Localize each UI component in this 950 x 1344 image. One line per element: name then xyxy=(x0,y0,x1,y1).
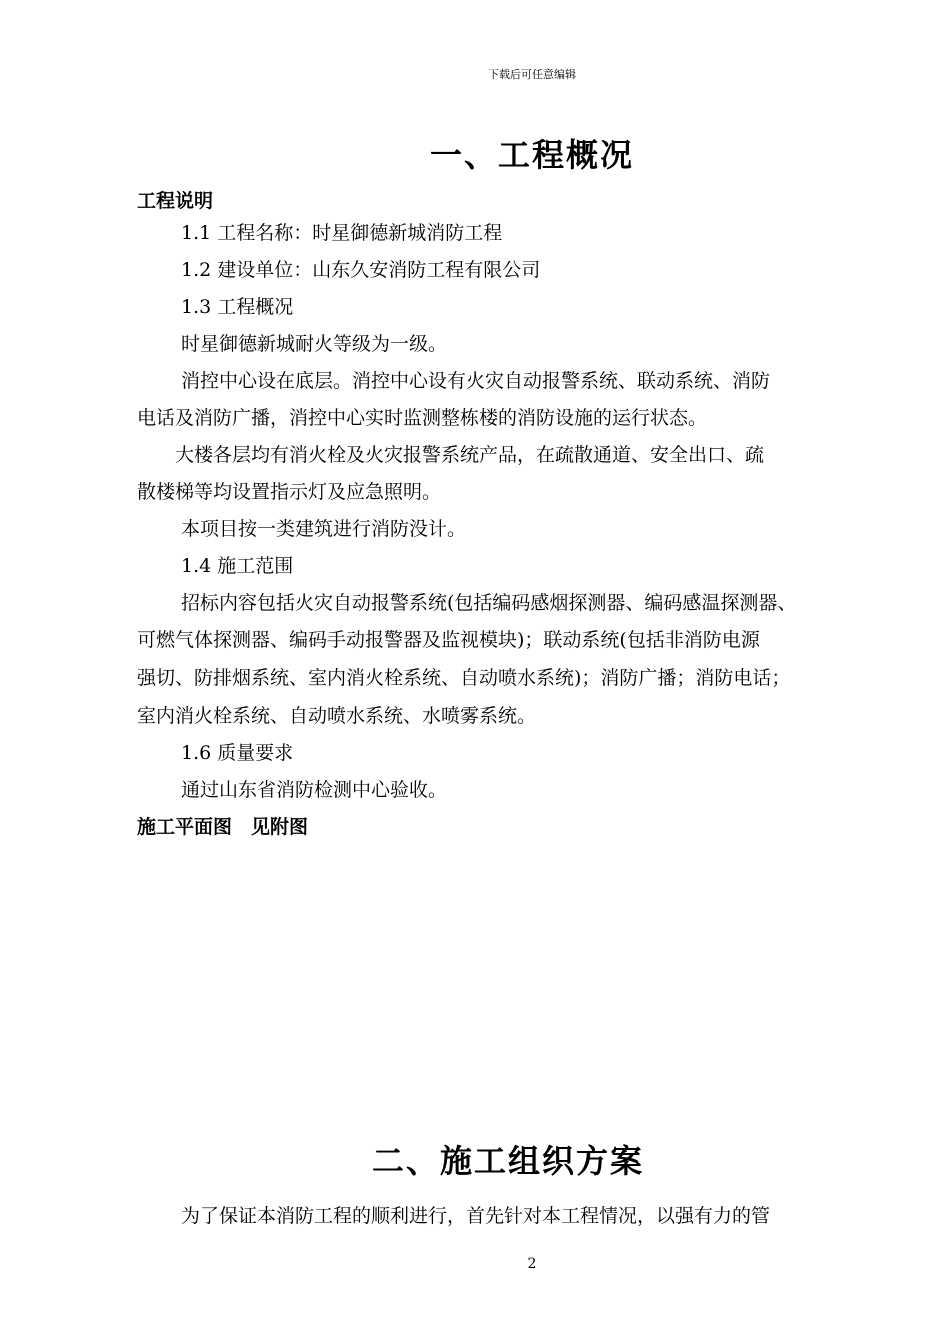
paragraph-line: 散楼梯等均设置指示灯及应急照明。 xyxy=(137,481,442,503)
paragraph-line: 1.4 施工范围 xyxy=(181,555,294,577)
paragraph-line: 1.2 建设单位：山东久安消防工程有限公司 xyxy=(181,259,541,281)
paragraph-line: 消控中心设在底层。消控中心设有火灾自动报警系统、联动系统、消防 xyxy=(181,370,771,392)
paragraph-line: 可燃气体探测器、编码手动报警器及监视模块)；联动系统(包括非消防电源 xyxy=(137,629,760,651)
page-header: 下载后可任意编辑 xyxy=(488,68,576,81)
plan-label: 施工平面图 见附图 xyxy=(137,816,309,838)
paragraph-line: 1.6 质量要求 xyxy=(181,742,294,764)
paragraph-line: 室内消火栓系统、自动喷水系统、水喷雾系统。 xyxy=(137,705,537,727)
page-number: 2 xyxy=(527,1256,537,1272)
paragraph-line: 为了保证本消防工程的顺利进行，首先针对本工程情况，以强有力的管 xyxy=(181,1205,771,1227)
paragraph-line: 强切、防排烟系统、室内消火栓系统、自动喷水系统)；消防广播；消防电话； xyxy=(137,667,791,689)
section-title-2: 二、施工组织方案 xyxy=(371,1142,644,1180)
paragraph-line: 本项目按一类建筑进行消防没计。 xyxy=(181,518,467,540)
paragraph-line: 大楼各层均有消火栓及火灾报警系统产品，在疏散通道、安全出口、疏 xyxy=(175,444,765,466)
paragraph-line: 1.1 工程名称：时星御德新城消防工程 xyxy=(181,222,503,244)
paragraph-line: 通过山东省消防检测中心验收。 xyxy=(181,779,448,801)
paragraph-line: 时星御德新城耐火等级为一级。 xyxy=(181,333,448,355)
subsection-heading: 工程说明 xyxy=(137,190,214,212)
paragraph-line: 电话及消防广播，消控中心实时监测整栋楼的消防设施的运行状态。 xyxy=(137,407,708,429)
paragraph-line: 招标内容包括火灾自动报警系统(包括编码感烟探测器、编码感温探测器、 xyxy=(181,592,797,614)
paragraph-line: 1.3 工程概况 xyxy=(181,296,294,318)
section-title-1: 一、工程概况 xyxy=(429,136,634,174)
